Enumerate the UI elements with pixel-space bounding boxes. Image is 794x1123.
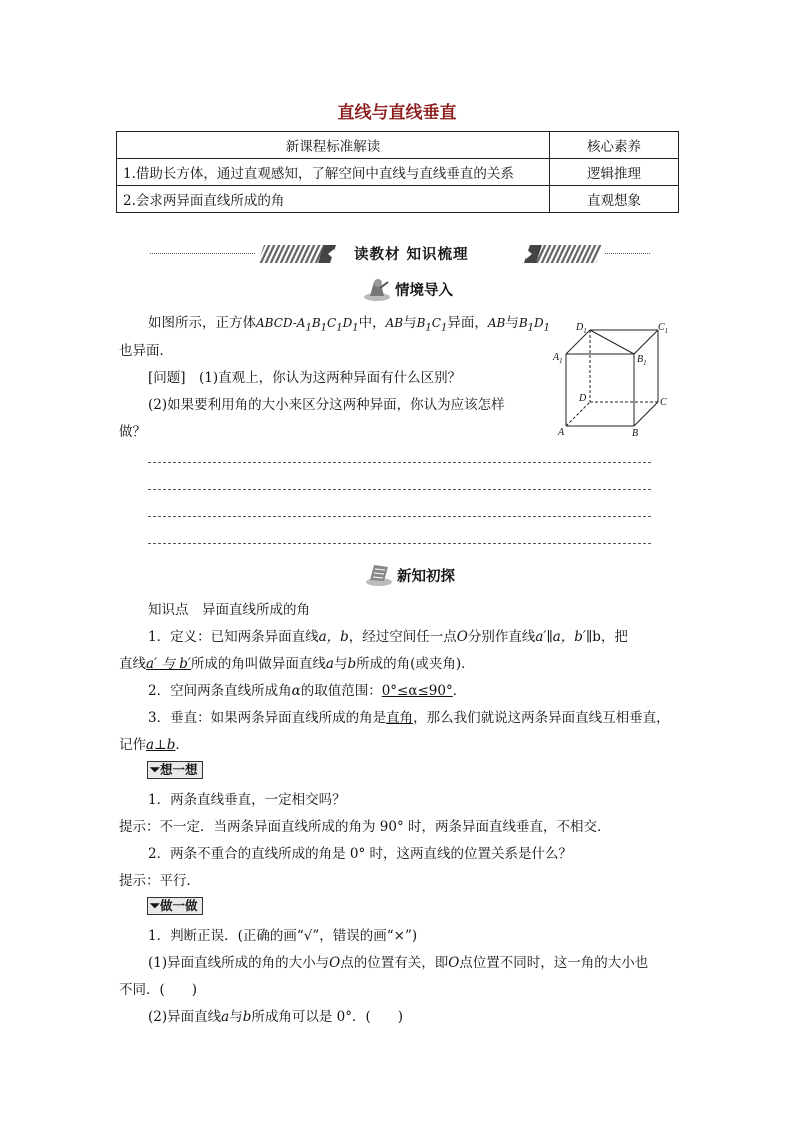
cube-label-a1: $A_1$ bbox=[553, 352, 563, 365]
cube-label-a: A bbox=[558, 427, 565, 438]
practice-question-1: 1．判断正误．(正确的画“√”，错误的画“×”) bbox=[148, 928, 418, 944]
table-cell-standard: 2.会求两异面直线所成的角 bbox=[117, 186, 550, 213]
practice-item-1: (1)异面直线所成的角的大小与O点的位置有关，即O点位置不同时，这一角的大小也 bbox=[148, 955, 649, 971]
think-question-1: 1．两条直线垂直，一定相交吗？ bbox=[148, 792, 346, 808]
cube-figure bbox=[550, 318, 675, 440]
answer-line bbox=[148, 462, 651, 463]
standards-table bbox=[116, 131, 679, 213]
banner-dotted-line-right bbox=[605, 253, 650, 254]
table-cell-literacy: 逻辑推理 bbox=[550, 159, 679, 186]
banner-stripe-right-icon bbox=[524, 245, 602, 263]
intro-line-1: 如图所示，正方体ABCD-$A_1B_1C_1D_1$中，AB与$B_1C_1$异面，AB与$B_1D_1$ bbox=[148, 315, 551, 334]
cube-label-d1: $D_1$ bbox=[576, 322, 587, 335]
banner-title: 读教材 知识梳理 bbox=[354, 246, 469, 263]
perpendicular-line-2: 记作a⊥b． bbox=[119, 737, 189, 753]
banner-stripe-left-icon bbox=[258, 245, 336, 263]
chevron-down-icon: ⏷ bbox=[150, 898, 161, 913]
answer-line bbox=[148, 543, 651, 544]
angle-range-line: 2．空间两条直线所成角α的取值范围：0°≤α≤90°． bbox=[148, 683, 467, 699]
section-heading-scene: 情境导入 bbox=[395, 282, 453, 299]
perpendicular-line-1: 3．垂直：如果两条异面直线所成的角是直角，那么我们就说这两条异面直线互相垂直， bbox=[148, 710, 670, 726]
cube-label-c1: $C_1$ bbox=[658, 322, 669, 335]
definition-line-1: 1．定义：已知两条异面直线a，b，经过空间任一点O分别作直线a′∥a，b′∥b，把 bbox=[148, 629, 628, 645]
intro-line-2: 也异面． bbox=[119, 343, 173, 359]
think-answer-1: 提示：不一定．当两条异面直线所成的角为 90° 时，两条异面直线垂直，不相交． bbox=[119, 819, 611, 835]
intro-question-1: [问题] (1)直观上，你认为这两种异面有什么区别？ bbox=[148, 370, 462, 386]
answer-line bbox=[148, 489, 651, 490]
knowledge-heading: 知识点 异面直线所成的角 bbox=[148, 602, 310, 618]
cube-label-d: D bbox=[579, 393, 587, 404]
think-answer-2: 提示：平行． bbox=[119, 873, 200, 889]
table-header-literacy: 核心素养 bbox=[550, 132, 679, 159]
answer-line bbox=[148, 516, 651, 517]
cube-label-c: C bbox=[660, 397, 667, 408]
banner-dotted-line-left bbox=[150, 253, 255, 254]
chevron-down-icon: ⏷ bbox=[150, 762, 161, 777]
table-header-standards: 新课程标准解读 bbox=[117, 132, 550, 159]
section-heading-explore: 新知初探 bbox=[397, 568, 455, 585]
section-explore-icon bbox=[364, 561, 394, 587]
practice-item-2: (2)异面直线a与b所成角可以是 0°．( ) bbox=[148, 1009, 404, 1025]
think-tag: ⏷想一想 bbox=[147, 761, 203, 779]
page-title: 直线与直线垂直 bbox=[337, 103, 457, 123]
table-header-row bbox=[117, 132, 679, 159]
definition-line-2: 直线a′ 与 b′所成的角叫做异面直线a与b所成的角(或夹角)． bbox=[119, 656, 475, 672]
cube-label-b1: $B_1$ bbox=[637, 354, 647, 367]
think-question-2: 2．两条不重合的直线所成的角是 0° 时，这两直线的位置关系是什么？ bbox=[148, 846, 573, 862]
table-cell-standard: 1.借助长方体，通过直观感知，了解空间中直线与直线垂直的关系 bbox=[117, 159, 550, 186]
table-row bbox=[117, 159, 679, 186]
table-cell-literacy: 直观想象 bbox=[550, 186, 679, 213]
intro-question-2: (2)如果要利用角的大小来区分这两种异面，你认为应该怎样 bbox=[148, 397, 505, 413]
intro-question-2-cont: 做？ bbox=[119, 424, 146, 440]
section-scene-icon bbox=[362, 276, 392, 302]
cube-label-b: B bbox=[632, 428, 639, 439]
section-banner bbox=[150, 243, 650, 265]
practice-item-1-cont: 不同．( ) bbox=[119, 982, 198, 998]
practice-tag: ⏷做一做 bbox=[147, 897, 203, 915]
table-row bbox=[117, 186, 679, 213]
